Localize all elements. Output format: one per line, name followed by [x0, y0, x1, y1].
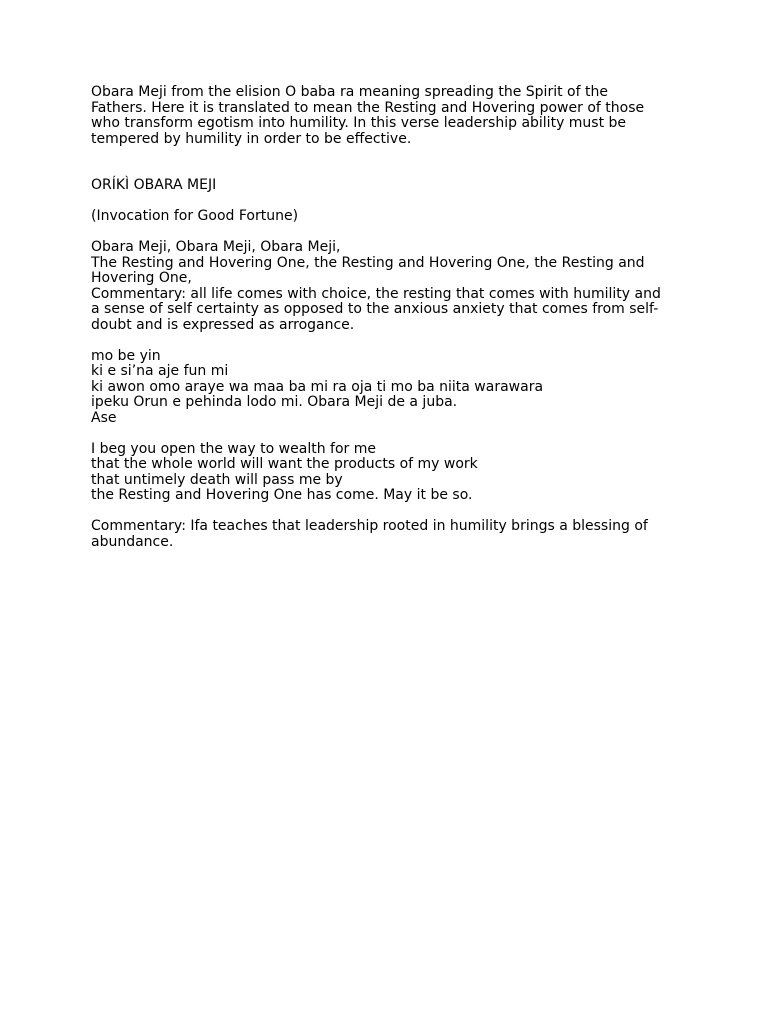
- heading-text: ORÍKÌ OBARA MEJI: [91, 177, 217, 193]
- english-line: I beg you open the way to wealth for me: [91, 440, 376, 457]
- chant-line: The Resting and Hovering One, the Resting and Hovering One, the Resting and: [91, 254, 645, 271]
- subheading-text: (Invocation for Good Fortune): [91, 208, 299, 224]
- spacer: [91, 147, 677, 178]
- english-verse: [91, 442, 677, 504]
- english-line: that untimely death will pass me by: [91, 471, 343, 488]
- oriki-heading: [91, 178, 677, 194]
- english-line: that the whole world will want the products of my work: [91, 456, 478, 472]
- chant-line: Obara Meji, Obara Meji, Obara Meji,: [91, 239, 341, 255]
- closing-line: abundance.: [91, 533, 174, 550]
- chant-line: Hovering One,: [91, 270, 192, 286]
- commentary-line: a sense of self certainty as opposed to the anxious anxiety that comes from self-: [91, 301, 659, 317]
- yoruba-line: ipeku Orun e pehinda lodo mi. Obara Meji de a juba.: [91, 394, 458, 410]
- intro-line: Fathers. Here it is translated to mean the Resting and Hovering power of those: [91, 99, 645, 116]
- intro-paragraph: [91, 85, 677, 147]
- spacer: [91, 194, 677, 210]
- closing-line: Commentary: Ifa teaches that leadership rooted in humility brings a blessing of: [91, 518, 648, 534]
- commentary-line: doubt and is expressed as arrogance.: [91, 316, 355, 333]
- spacer: [91, 426, 677, 442]
- intro-line: tempered by humility in order to be effective.: [91, 130, 412, 147]
- yoruba-line: Ase: [91, 409, 117, 426]
- english-line: the Resting and Hovering One has come. May it be so.: [91, 487, 473, 503]
- document-page: [91, 85, 677, 550]
- intro-line: who transform egotism into humility. In this verse leadership ability must be: [91, 115, 627, 131]
- yoruba-line: ki awon omo araye wa maa ba mi ra oja ti mo ba niita warawara: [91, 378, 544, 395]
- closing-commentary: [91, 519, 677, 550]
- spacer: [91, 504, 677, 520]
- commentary-line: Commentary: all life comes with choice, the resting that comes with humility and: [91, 285, 661, 302]
- chant-paragraph: [91, 240, 677, 333]
- yoruba-line: mo be yin: [91, 347, 161, 364]
- spacer: [91, 225, 677, 241]
- yoruba-line: ki e si’na aje fun mi: [91, 363, 229, 379]
- intro-line: Obara Meji from the elision O baba ra meaning spreading the Spirit of the: [91, 84, 608, 100]
- yoruba-verse: [91, 349, 677, 427]
- spacer: [91, 333, 677, 349]
- invocation-subheading: [91, 209, 677, 225]
